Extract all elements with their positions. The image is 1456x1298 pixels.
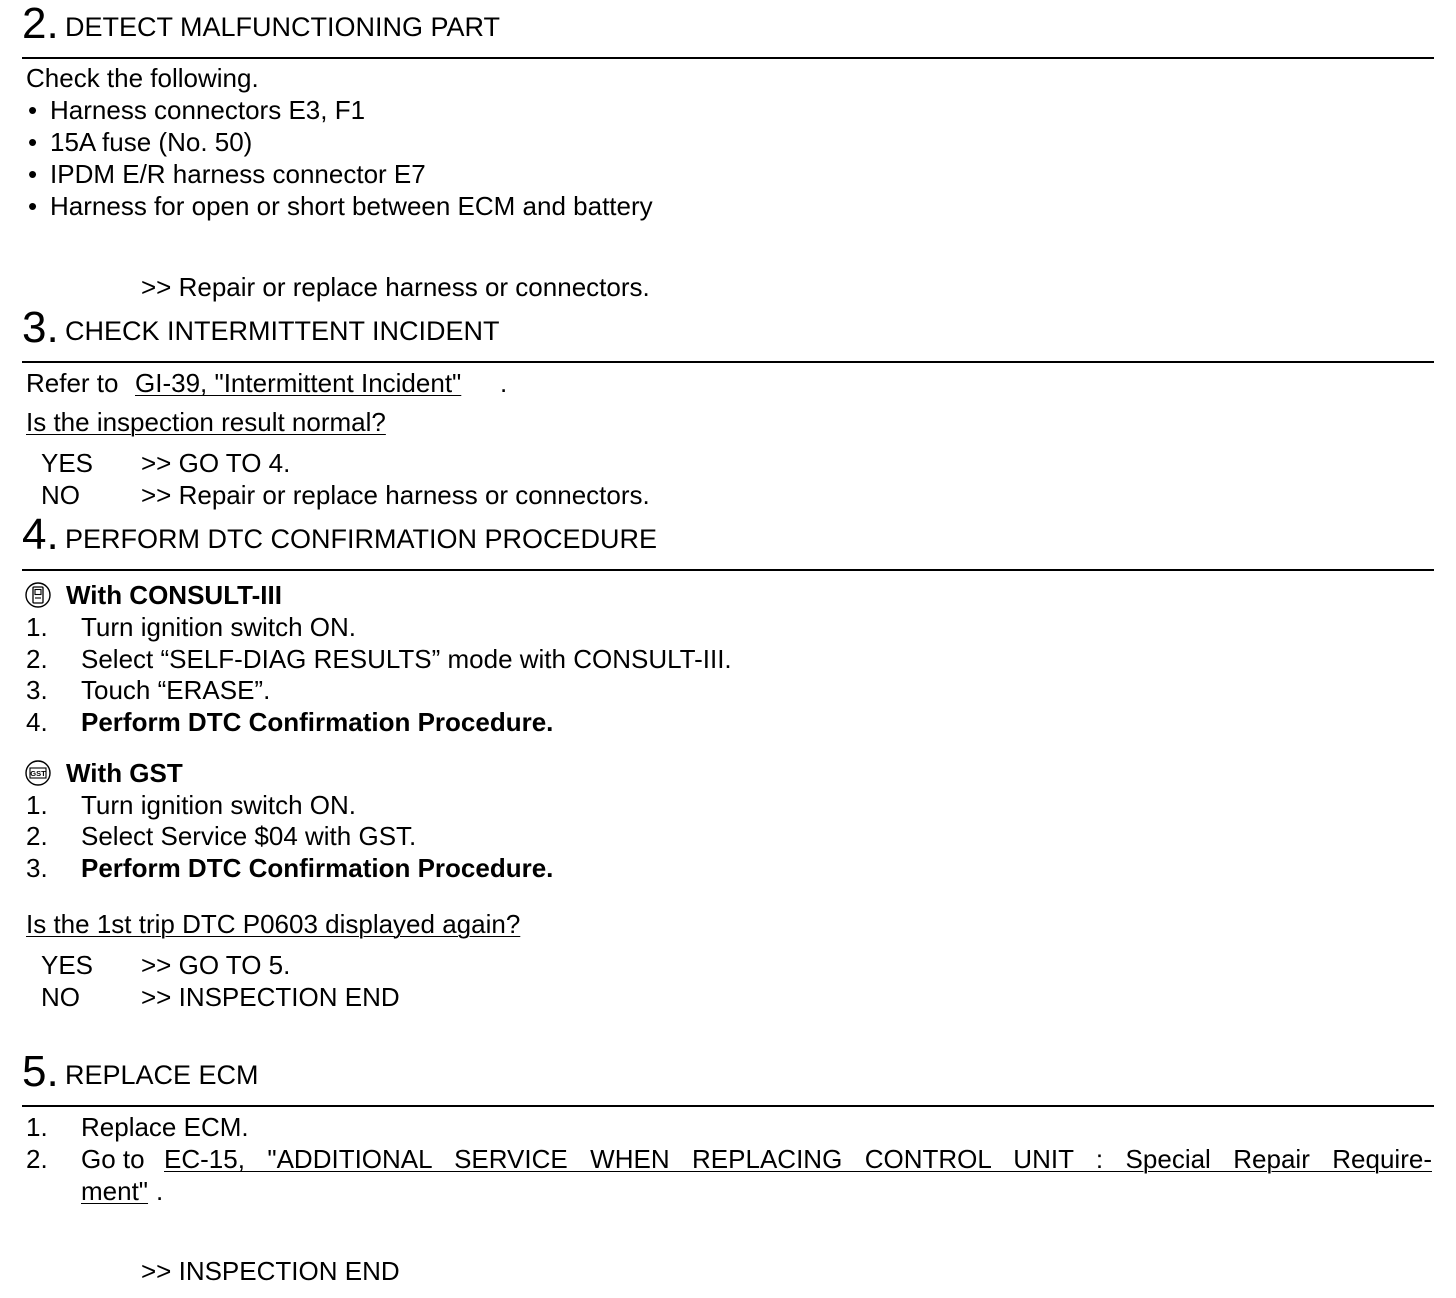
step-title: REPLACE ECM [65, 1060, 259, 1090]
inspection-question: Is the inspection result normal? [26, 407, 386, 437]
list-item: Touch “ERASE”. [81, 675, 271, 705]
divider [22, 361, 1434, 363]
result-action: >> Repair or replace harness or connectors. [141, 272, 650, 302]
bullet-marker: • [28, 159, 38, 189]
bullet-marker: • [28, 127, 38, 157]
gst-icon-text: GST [30, 769, 46, 779]
no-label: NO [41, 480, 80, 510]
yes-label: YES [41, 950, 94, 980]
no-action: >> INSPECTION END [141, 982, 400, 1012]
step-title: PERFORM DTC CONFIRMATION PROCEDURE [65, 524, 657, 554]
reference-link-continued[interactable]: ment" [81, 1176, 149, 1206]
gst-heading: With GST [66, 758, 183, 788]
step-index: 3. [26, 853, 48, 883]
yes-action: >> GO TO 4. [141, 448, 291, 478]
step-index: 1. [26, 790, 48, 820]
result-action: >> INSPECTION END [141, 1256, 400, 1286]
step-index: 2. [26, 1144, 48, 1174]
list-item: 15A fuse (No. 50) [50, 127, 253, 157]
step-intro: Check the following. [26, 63, 259, 93]
list-item: Harness for open or short between ECM and battery [50, 191, 653, 221]
step-number: 4. [22, 510, 59, 559]
step-title: CHECK INTERMITTENT INCIDENT [65, 316, 500, 346]
consult-tool-icon [25, 582, 51, 608]
divider [22, 1105, 1434, 1107]
list-item: Perform DTC Confirmation Procedure. [81, 853, 554, 883]
goto-prefix: Go to [81, 1144, 145, 1174]
step-title: DETECT MALFUNCTIONING PART [65, 12, 501, 42]
list-item: Turn ignition switch ON. [81, 612, 357, 642]
divider [22, 569, 1434, 571]
list-item: Harness connectors E3, F1 [50, 95, 366, 125]
list-item: Select “SELF-DIAG RESULTS” mode with CONSULT-III. [81, 644, 732, 674]
inspection-question: Is the 1st trip DTC P0603 displayed again? [26, 909, 521, 939]
reference-link[interactable]: GI-39, "Intermittent Incident" [135, 368, 462, 398]
step-index: 1. [26, 612, 48, 642]
gst-tool-icon [25, 760, 51, 786]
list-item: Replace ECM. [81, 1112, 249, 1142]
no-label: NO [41, 982, 80, 1012]
list-item: Perform DTC Confirmation Procedure. [81, 707, 554, 737]
step-number: 3. [22, 303, 59, 352]
bullet-marker: • [28, 95, 38, 125]
step-number: 2. [22, 0, 59, 48]
yes-label: YES [41, 448, 94, 478]
step-index: 4. [26, 707, 48, 737]
list-item: IPDM E/R harness connector E7 [50, 159, 426, 189]
step-number: 5. [22, 1047, 59, 1096]
refer-prefix: Refer to [26, 368, 119, 398]
consult-heading: With CONSULT-III [66, 580, 282, 610]
list-item: Select Service $04 with GST. [81, 821, 417, 851]
yes-action: >> GO TO 5. [141, 950, 291, 980]
list-item: Turn ignition switch ON. [81, 790, 357, 820]
step-index: 2. [26, 644, 48, 674]
no-action: >> Repair or replace harness or connectors. [141, 480, 650, 510]
bullet-marker: • [28, 191, 38, 221]
divider [22, 57, 1434, 59]
step-index: 3. [26, 675, 48, 705]
step-index: 2. [26, 821, 48, 851]
reference-link[interactable]: EC-15, "ADDITIONAL SERVICE WHEN REPLACING CONTROL UNIT : Special Repair Require- [164, 1144, 1432, 1174]
step-index: 1. [26, 1112, 48, 1142]
refer-suffix: . [500, 368, 508, 398]
goto-suffix: . [156, 1176, 164, 1206]
